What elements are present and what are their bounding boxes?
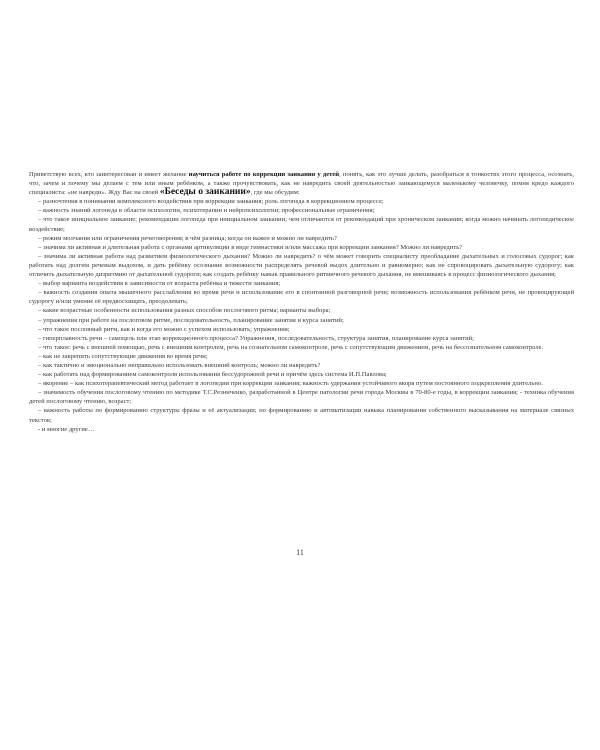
list-item: – выбор варианта воздействия в зависимости от возраста ребёнка и тяжести заикания;: [38, 280, 281, 288]
list-item: – что такое: речь с внешней помощью, речь с внешним контролем, речь на сознательном самоконтроле, речь с сопутствующим движением, речь на бессознательном самоконтроле.: [38, 343, 544, 351]
intro-bold-topic: научиться работе по коррекции заикания у детей: [188, 171, 340, 178]
list-item: – режим молчания или ограничения речеговорения; в чём разница; когда он важен и можно ли навредить?: [38, 234, 337, 242]
intro-paragraph: [29, 170, 574, 197]
list-item: – якорение – как психотерапевтический метод работает в логопедии при коррекции заикания; важность удержания устойчивого якоря путем постоянного подкрепления длительно.: [38, 380, 543, 388]
intro-text-middle: , понять, как это лучше делать, разобраться в тонкостях этого процесса, осознать, что, зачем и почему мы делаем с тем или иным ребёнком, а также прочувствовать, как не навредить своей деятельностью заикающемуся маленькому человечку, помня кредо каждого специалиста: «не навреди». Жду Вас на своей: [29, 171, 575, 197]
list-item: - и многие другие…: [38, 425, 95, 433]
intro-text-end: , где мы обсудим:: [250, 189, 300, 197]
document-body: [29, 170, 574, 434]
list-item: – гиперплавность речи – самоцель или этап коррекционного процесса? Упражнения, последовательность, структура занятия, планирование курса занятий;: [38, 334, 474, 342]
list-item: – важность работы по формированию структуры фразы и её актуализации; по формированию и автоматизации навыка планирования собственного высказывания на материале связных текстов;: [29, 407, 574, 424]
list-item: – как тактично и эмоционально неправильно использовать внешний контроль; можно ли навредить?: [38, 361, 321, 369]
list-item: – значима ли активная работа над развитием физиологического дыхания? Можно ли навредить? о чём может говорить специалисту преобладание дыхательных и голосовых судорог; как работать над долгим речевым выдохом, и дать ребёнку осознание возможности распределять речевой выдох длительно и равномерно; как не спровоцировать дыхательную судорогу; как отличить дыхательную дизритмию от дыхательной судороги; как создать ребёнку навык правильного ритмичного речевого дыхания, не вмешиваясь в процесс физиологического дыхания;: [29, 252, 574, 279]
list-item: – упражнения при работе на послоговом ритме, последовательность, планирование занятия и курса занятий;: [38, 316, 344, 324]
list-item: – как работать над формированием самоконтроля использования бессудорожной речи и причём здесь система И.П.Павлова;: [38, 371, 387, 379]
intro-bold-title: «Беседы о заикании»: [159, 187, 251, 198]
list-item: – значимость обучения послоговому чтению по методике Т.С.Резниченко, разработанной в Центре патологии речи города Москвы в 70-80-е годы, в коррекции заикания; - техника обучения детей послоговому чтению, возраст;: [29, 389, 574, 406]
list-item: – значима ли активная и длительная работа с органами артикуляции в виде гимнастики и/или массажа при коррекции заикания? Можно ли навредить?: [38, 243, 463, 251]
intro-text-start: Приветствую всех, кто заинтересован и имеет желание: [29, 171, 189, 178]
list-item: – важность знаний логопеда в области психологии, психотерапии и нейропсихологии; профессиональные ограничения;: [38, 207, 375, 215]
list-item: – как не закрепить сопутствующие движения во время речи;: [38, 352, 208, 360]
list-item: – разночтения в понимании комплексного воздействия при коррекции заикания; роль логопеда в коррекционном процессе;: [38, 198, 384, 206]
list-item: – важность создания опыта мышечного расслабления во время речи и использование его в спонтанной разговорной речи; возможность использования ребёнком речи, не провоцирующей судорогу и/или умение её предвосхищать, преодолевать;: [29, 289, 574, 306]
list-item: – что такое пословный ритм, как и когда его можно с успехом использовать; упражнения;: [38, 325, 290, 333]
page-number: 11: [296, 548, 304, 557]
list-item: – какие возрастные особенности использования разных способов послогового ритма; варианты выбора;: [38, 307, 331, 315]
list-item: – что такое инициальное заикание; рекомендации логопеда при инициальном заикании; чем отличаются от рекомендаций при хроническом заикании; когда можно начинать логопедическое воздействие;: [29, 216, 574, 233]
